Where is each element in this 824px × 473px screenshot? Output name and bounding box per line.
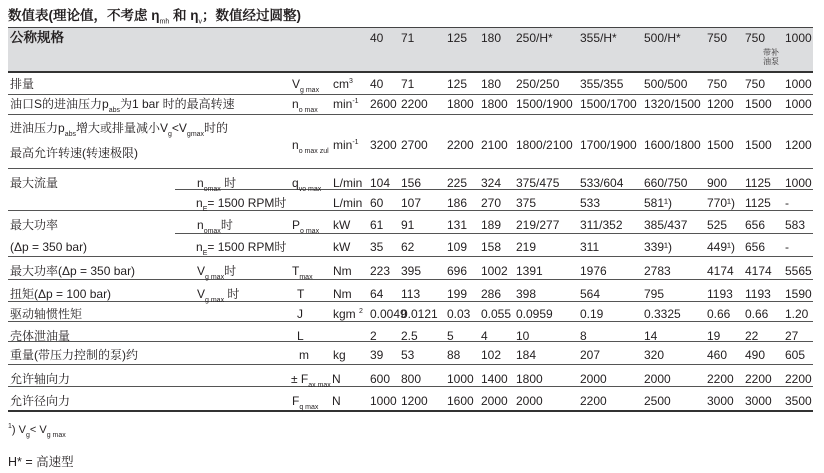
row-condition [197,287,239,304]
row-divider [8,256,813,257]
row-condition [197,218,233,235]
value-cell: 1200 [707,97,734,111]
text: 为1 bar 时的最高转速 [119,97,235,111]
value-cell: 660/750 [644,176,688,190]
text: kgm [333,307,360,321]
value-cell: 1700/1900 [580,138,637,152]
header-size-note [763,48,779,66]
value-cell: - [785,240,789,254]
text: V [197,264,206,278]
value-cell: 270 [481,196,502,210]
value-cell: 60 [370,196,384,210]
text: n [197,218,204,232]
value-cell: 19 [707,329,721,343]
symbol-sub: o max [298,107,318,114]
row-symbol [292,394,318,411]
text: N [332,394,341,408]
row-divider [8,279,813,280]
value-cell: 1500/1700 [580,97,637,111]
value-cell: 1200 [401,394,428,408]
row-unit [333,307,363,324]
row-label: 最大功率 [10,218,59,232]
row-label: 允许径向力 [10,394,71,408]
text: kW [333,240,351,254]
value-cell: 62 [401,240,415,254]
text: L/min [333,176,363,190]
value-cell: 2000 [481,394,508,408]
text: n [292,97,299,111]
value-cell: 4174 [745,264,772,278]
row-symbol [297,307,303,321]
value-cell: 1000 [785,97,812,111]
row-label: 壳体泄油量 [10,329,71,343]
header-size: 355/H* [580,31,617,45]
value-cell: 564 [580,287,601,301]
value-cell: 35 [370,240,384,254]
label-sub: abs [108,107,120,114]
value-cell: 71 [401,77,415,91]
value-cell: 750 [745,77,766,91]
row-divider [8,114,813,115]
row-unit [333,218,350,232]
value-cell: 1000 [370,394,397,408]
symbol-sub: g max [300,87,320,94]
header-label: 公称规格 [10,30,64,45]
symbol-sub: q max [299,404,319,411]
value-cell: 207 [580,348,601,362]
value-cell: 40 [370,77,384,91]
row-symbol [292,77,319,94]
value-cell: 8 [580,329,587,343]
row-unit [332,394,341,408]
value-cell: 324 [481,176,502,190]
unit-sup: 3 [349,78,353,85]
value-cell: 2200 [401,97,428,111]
value-cell: 1193 [745,287,771,301]
value-cell: 10 [516,329,530,343]
value-cell: 131 [447,218,468,232]
value-cell: 0.0049 [370,307,407,321]
row-condition [197,176,236,193]
text: min [333,97,353,111]
value-cell: 219 [516,240,537,254]
text: V [197,287,206,301]
text: 油口S的进油压力p [10,97,109,111]
unit-sup: -1 [352,139,359,146]
text: Nm [333,264,352,278]
row-symbol [297,287,304,301]
label-sub: gmax [186,131,205,138]
value-cell: 3000 [745,394,772,408]
row-condition [196,240,286,257]
unit-sup: -1 [352,98,359,105]
size-note-line: 油泵 [763,57,779,66]
text: m [299,348,309,362]
value-cell: 156 [401,176,422,190]
value-cell: 1193 [707,287,733,301]
value-cell: 107 [401,196,422,210]
row-symbol [299,348,309,362]
row-label: 扭矩(Δp = 100 bar) [10,287,112,301]
value-cell: 1600 [447,394,474,408]
value-cell: 180 [481,77,502,91]
row-symbol [297,329,304,343]
value-cell: 2100 [481,138,508,152]
value-cell: 2000 [644,372,671,386]
text: Nm [333,287,352,301]
text: <V [171,121,187,135]
text: 进油压力p [10,121,65,135]
value-cell: 0.66 [745,307,769,321]
value-cell: 600 [370,372,391,386]
symbol-sub: vo max [298,186,322,193]
value-cell: 250/250 [516,77,560,91]
value-cell: 460 [707,348,728,362]
value-cell: 525 [707,218,728,232]
text: kW [333,218,351,232]
row-label: 重量(带压力控制的泵)约 [10,348,138,362]
row-label: (Δp = 350 bar) [10,240,88,254]
row-divider [8,321,813,322]
value-cell: 1.20 [785,307,809,321]
row-unit [333,240,350,254]
value-cell: 311/352 [580,218,623,232]
row-label: 允许轴向力 [10,372,71,386]
header-size: 500/H* [644,31,681,45]
value-cell: 0.66 [707,307,731,321]
text: P [292,218,301,232]
value-cell: 61 [370,218,384,232]
value-cell: 0.0959 [516,307,553,321]
value-cell: 5565 [785,264,812,278]
value-cell: 2783 [644,264,671,278]
value-cell: 3000 [707,394,734,408]
unit-sup: 2 [359,308,363,315]
value-cell: 581¹) [644,196,673,210]
value-cell: 0.3325 [644,307,681,321]
row-condition [197,264,236,281]
text: N [332,372,341,386]
symbol-sub: o max [300,228,320,235]
value-cell: 0.055 [481,307,512,321]
value-cell: 104 [370,176,391,190]
row-unit [333,287,352,301]
value-cell: 1200 [785,138,812,152]
value-cell: 1500 [745,138,772,152]
row-label: 最大功率(Δp = 350 bar) [10,264,136,278]
value-cell: 158 [481,240,502,254]
row-divider [8,168,813,169]
condition-sub: g max [205,297,225,304]
value-cell: 1000 [447,372,474,386]
symbol-sub: o max zul [298,148,329,155]
value-cell: 1800 [516,372,543,386]
value-cell: 2 [370,329,377,343]
row-symbol [292,97,318,114]
value-cell: 605 [785,348,806,362]
row-symbol [292,264,313,281]
row-symbol [291,372,331,389]
value-cell: 2000 [516,394,543,408]
value-cell: 1400 [481,372,508,386]
row-divider [8,301,813,302]
value-cell: 2600 [370,97,397,111]
row-symbol [292,138,329,155]
text: = 1500 RPM时 [207,240,287,254]
header-size: 750 [745,31,766,45]
value-cell: 375/475 [516,176,560,190]
value-cell: 0.03 [447,307,471,321]
row-label: 驱动轴惯性矩 [10,307,83,321]
value-cell: 1500/1900 [516,97,573,111]
value-cell: 533/604 [580,176,624,190]
value-cell: 189 [481,218,502,232]
text: 时的 [204,121,229,135]
row-unit [333,97,359,114]
value-cell: 1391 [516,264,543,278]
value-cell: 355/355 [580,77,624,91]
text: J [297,307,303,321]
text: L/min [333,196,363,210]
value-cell: 286 [481,287,502,301]
value-cell: 3500 [785,394,812,408]
value-cell: 490 [745,348,766,362]
value-cell: 39 [370,348,384,362]
value-cell: 113 [401,287,421,301]
value-cell: 2200 [580,394,607,408]
title-text: ；数值经过圆整) [201,8,301,23]
row-label: 排量 [10,77,35,91]
value-cell: 0.0121 [401,307,438,321]
value-cell: 1000 [785,176,812,190]
row-label: 最大流量 [10,176,59,190]
text: 时 [220,218,233,232]
header-size: 250/H* [516,31,553,45]
value-cell: 385/437 [644,218,688,232]
value-cell: 1125 [745,196,771,210]
text: 时 [224,287,240,301]
value-cell: 219/277 [516,218,560,232]
value-cell: 4174 [707,264,734,278]
row-divider [8,210,813,211]
text: n [292,138,299,152]
title-sub: mh [159,18,170,26]
value-cell: 2.5 [401,329,418,343]
value-cell: 750 [707,77,728,91]
row-unit [332,372,341,386]
value-cell: 583 [785,218,806,232]
text: 时 [224,264,237,278]
value-cell: 0.19 [580,307,604,321]
value-cell: 1976 [580,264,607,278]
title-text: 和 η [169,8,199,23]
row-label [10,97,235,114]
title-sub: v [198,18,202,26]
text: F [292,394,300,408]
value-cell: 91 [401,218,415,232]
row-divider [175,233,813,234]
title-text: 数值表(理论值，不考虑 η [8,8,160,23]
value-cell: 2000 [580,372,607,386]
value-cell: 2200 [447,138,474,152]
value-cell: 1500 [707,138,734,152]
row-unit [333,196,362,210]
footnote-mark: 1 [8,423,12,430]
value-cell: 800 [401,372,422,386]
text: T [292,264,300,278]
footnote-2: H* = 高速型 [8,455,74,469]
label-sub: g [168,131,172,138]
symbol-sub: ax max [308,382,331,389]
value-cell: 1125 [745,176,771,190]
value-cell: 2200 [745,372,772,386]
value-cell: 656 [745,218,766,232]
row-divider [8,410,813,412]
header-size: 180 [481,31,502,45]
condition-sub: omax [203,228,221,235]
condition-sub: omax [203,186,221,193]
text: L [297,329,304,343]
value-cell: 223 [370,264,391,278]
value-cell: 375 [516,196,537,210]
value-cell: 4 [481,329,488,343]
value-cell: 88 [447,348,461,362]
value-cell: 22 [745,329,759,343]
value-cell: 1590 [785,287,812,301]
value-cell: 533 [580,196,601,210]
value-cell: 2700 [401,138,428,152]
text: n [196,196,203,210]
value-cell: 795 [644,287,665,301]
header-size: 71 [401,31,415,45]
text: T [297,287,305,301]
value-cell: 102 [481,348,502,362]
value-cell: 3200 [370,138,397,152]
value-cell: 1600/1800 [644,138,701,152]
value-cell: 2200 [707,372,734,386]
value-cell: 14 [644,329,658,343]
text: 时 [220,176,237,190]
text: q [292,176,299,190]
value-cell: 1500 [745,97,772,111]
text: V [292,77,301,91]
row-label [10,121,228,138]
row-divider [8,386,813,387]
text: kg [333,348,346,362]
text: = 1500 RPM时 [207,196,287,210]
label-sub: abs [64,131,76,138]
footnote-text: ) V [11,424,26,436]
value-cell: 27 [785,329,799,343]
row-unit [333,348,346,362]
value-cell: 5 [447,329,454,343]
text: n [197,176,204,190]
header-size: 750 [707,31,728,45]
value-cell: 1800 [447,97,474,111]
value-cell: 1002 [481,264,508,278]
value-cell: 395 [401,264,422,278]
value-cell: 339¹) [644,240,673,254]
value-cell: 500/500 [644,77,688,91]
value-cell: 109 [447,240,468,254]
footnote-sub: g max [46,432,66,439]
value-cell: 656 [745,240,766,254]
row-unit [333,77,353,94]
value-cell: 64 [370,287,384,301]
row-symbol [292,218,319,235]
header-size: 40 [370,31,384,45]
value-cell: 186 [447,196,468,210]
row-unit [333,176,362,190]
value-cell: 696 [447,264,468,278]
value-cell: 311 [580,240,600,254]
value-cell: 320 [644,348,665,362]
table-title [8,4,301,26]
symbol-sub: max [299,274,313,281]
value-cell: 1800/2100 [516,138,573,152]
footnote-text: < V [29,424,47,436]
value-cell: 1320/1500 [644,97,701,111]
value-cell: 2200 [785,372,812,386]
row-divider [8,364,813,365]
condition-sub: g max [205,274,225,281]
footnote-sub: g [25,432,30,439]
condition-sub: E [202,206,208,213]
text: n [196,240,203,254]
footnote-1 [8,423,66,439]
value-cell: 1800 [481,97,508,111]
value-cell: 2500 [644,394,671,408]
row-unit [333,138,359,155]
text: ± F [291,372,309,386]
value-cell: 125 [447,77,468,91]
value-cell: 53 [401,348,415,362]
value-cell: 184 [516,348,537,362]
row-symbol [292,176,321,193]
size-note-line: 带补 [763,48,779,57]
header-size: 1000 [785,31,812,45]
text: 增大或排量减小V [75,121,168,135]
value-cell: 900 [707,176,728,190]
row-divider [8,94,813,95]
row-label: 最高允许转速(转速极限) [10,146,138,160]
row-unit [333,264,352,278]
value-cell: 225 [447,176,468,190]
text: min [333,138,353,152]
value-cell: 449¹) [707,240,736,254]
text: cm [333,77,349,91]
value-cell: 770¹) [707,196,736,210]
value-cell: 398 [516,287,537,301]
row-condition [196,196,286,213]
value-cell: - [785,196,789,210]
header-size: 125 [447,31,468,45]
condition-sub: E [202,250,208,257]
value-cell: 199 [447,287,468,301]
value-cell: 1000 [785,77,812,91]
